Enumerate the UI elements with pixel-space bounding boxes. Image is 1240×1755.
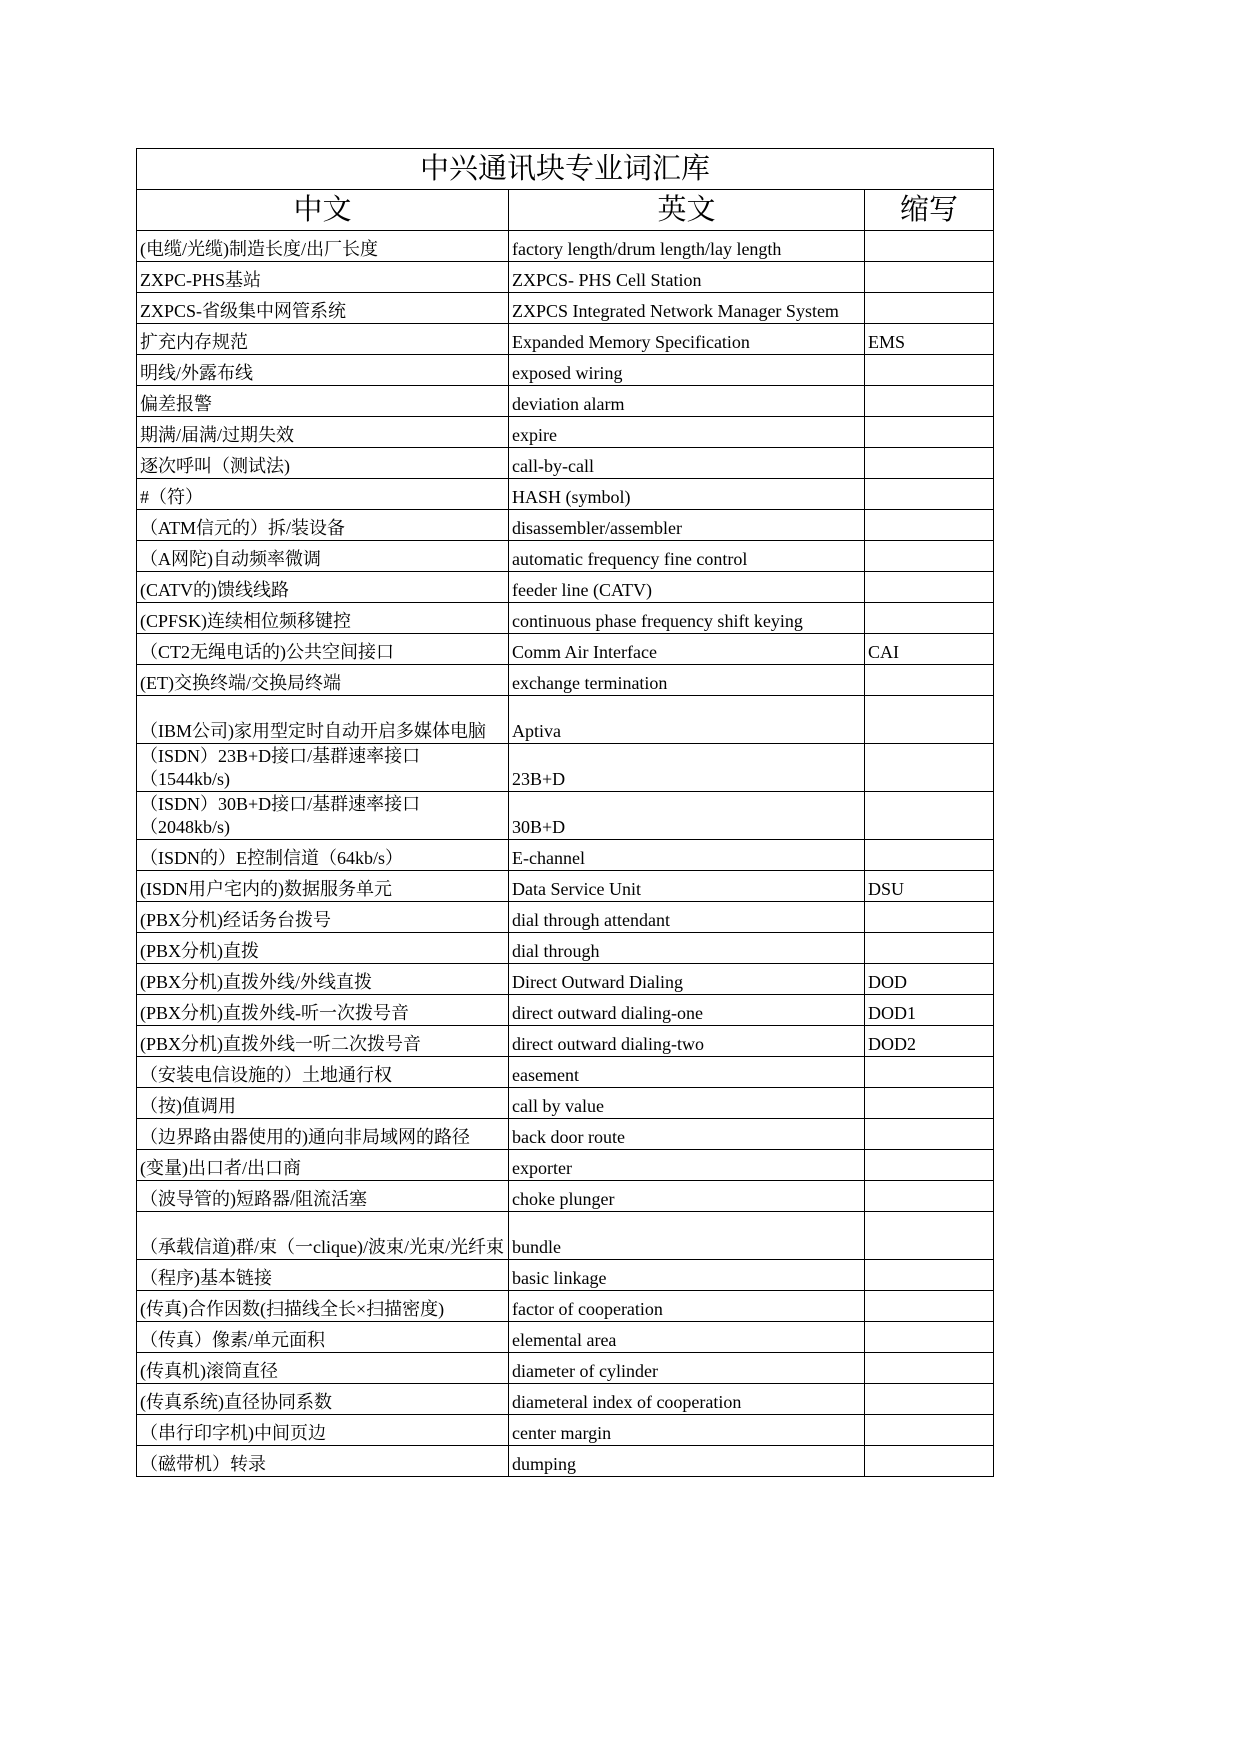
cell-english: basic linkage <box>509 1260 865 1291</box>
header-abbreviation: 缩写 <box>865 190 994 231</box>
cell-english: dumping <box>509 1446 865 1477</box>
cell-english: 23B+D <box>509 744 865 792</box>
cell-english: exporter <box>509 1150 865 1181</box>
cell-english: factor of cooperation <box>509 1291 865 1322</box>
cell-english: Comm Air Interface <box>509 634 865 665</box>
table-row <box>137 1212 994 1260</box>
cell-abbreviation <box>865 1260 994 1291</box>
cell-english: automatic frequency fine control <box>509 541 865 572</box>
cell-abbreviation <box>865 696 994 744</box>
table-row <box>137 262 994 293</box>
cell-chinese: (传真机)滚筒直径 <box>137 1353 509 1384</box>
table-row <box>137 995 994 1026</box>
header-chinese: 中文 <box>137 190 509 231</box>
table-row <box>137 603 994 634</box>
table-row <box>137 417 994 448</box>
cell-chinese: （ATM信元的）拆/装设备 <box>137 510 509 541</box>
header-english: 英文 <box>509 190 865 231</box>
table-row <box>137 324 994 355</box>
table-row <box>137 871 994 902</box>
cell-english: exposed wiring <box>509 355 865 386</box>
table-row <box>137 933 994 964</box>
cell-chinese: 偏差报警 <box>137 386 509 417</box>
cell-abbreviation <box>865 792 994 840</box>
table-row <box>137 1088 994 1119</box>
cell-english: Direct Outward Dialing <box>509 964 865 995</box>
table-row <box>137 572 994 603</box>
table-row <box>137 1026 994 1057</box>
cell-abbreviation: DOD1 <box>865 995 994 1026</box>
cell-abbreviation <box>865 1291 994 1322</box>
cell-abbreviation <box>865 1415 994 1446</box>
cell-chinese: (传真)合作因数(扫描线全长×扫描密度) <box>137 1291 509 1322</box>
table-row <box>137 1384 994 1415</box>
cell-english: direct outward dialing-two <box>509 1026 865 1057</box>
cell-abbreviation <box>865 1181 994 1212</box>
cell-abbreviation <box>865 665 994 696</box>
table-row <box>137 1353 994 1384</box>
cell-abbreviation <box>865 231 994 262</box>
cell-abbreviation <box>865 840 994 871</box>
cell-chinese: （A网陀)自动频率微调 <box>137 541 509 572</box>
cell-abbreviation <box>865 293 994 324</box>
cell-chinese: （程序)基本链接 <box>137 1260 509 1291</box>
cell-english: diameteral index of cooperation <box>509 1384 865 1415</box>
cell-chinese: （IBM公司)家用型定时自动开启多媒体电脑 <box>137 696 509 744</box>
cell-chinese: (PBX分机)经话务台拨号 <box>137 902 509 933</box>
table-row <box>137 840 994 871</box>
cell-english: continuous phase frequency shift keying <box>509 603 865 634</box>
cell-english: direct outward dialing-one <box>509 995 865 1026</box>
cell-chinese: (CATV的)馈线线路 <box>137 572 509 603</box>
cell-abbreviation: DSU <box>865 871 994 902</box>
cell-chinese: (电缆/光缆)制造长度/出厂长度 <box>137 231 509 262</box>
cell-abbreviation: EMS <box>865 324 994 355</box>
cell-english: exchange termination <box>509 665 865 696</box>
cell-chinese: (传真系统)直径协同系数 <box>137 1384 509 1415</box>
table-row <box>137 355 994 386</box>
cell-chinese: 期满/届满/过期失效 <box>137 417 509 448</box>
cell-chinese: （安装电信设施的）土地通行权 <box>137 1057 509 1088</box>
cell-chinese: （磁带机）转录 <box>137 1446 509 1477</box>
cell-abbreviation <box>865 479 994 510</box>
table-row <box>137 1150 994 1181</box>
table-row <box>137 792 994 840</box>
table-row <box>137 902 994 933</box>
cell-abbreviation <box>865 448 994 479</box>
table-row <box>137 1260 994 1291</box>
cell-abbreviation <box>865 933 994 964</box>
cell-chinese: (PBX分机)直拨外线一听二次拨号音 <box>137 1026 509 1057</box>
cell-english: disassembler/assembler <box>509 510 865 541</box>
cell-english: call by value <box>509 1088 865 1119</box>
table-row <box>137 386 994 417</box>
cell-english: Aptiva <box>509 696 865 744</box>
table-row <box>137 448 994 479</box>
cell-english: call-by-call <box>509 448 865 479</box>
cell-chinese: ZXPCS-省级集中网管系统 <box>137 293 509 324</box>
cell-abbreviation: DOD <box>865 964 994 995</box>
table-row <box>137 1181 994 1212</box>
cell-english: ZXPCS- PHS Cell Station <box>509 262 865 293</box>
cell-chinese: 扩充内存规范 <box>137 324 509 355</box>
cell-chinese: （按)值调用 <box>137 1088 509 1119</box>
cell-abbreviation <box>865 1150 994 1181</box>
cell-english: dial through attendant <box>509 902 865 933</box>
cell-abbreviation <box>865 1446 994 1477</box>
cell-abbreviation: CAI <box>865 634 994 665</box>
table-row <box>137 1415 994 1446</box>
cell-abbreviation <box>865 541 994 572</box>
cell-chinese: （承载信道)群/束（一clique)/波束/光束/光纤束 <box>137 1212 509 1260</box>
cell-abbreviation <box>865 1212 994 1260</box>
cell-english: dial through <box>509 933 865 964</box>
cell-chinese: (PBX分机)直拨外线/外线直拨 <box>137 964 509 995</box>
cell-english: expire <box>509 417 865 448</box>
cell-english: Expanded Memory Specification <box>509 324 865 355</box>
glossary-table <box>136 148 994 1477</box>
cell-abbreviation <box>865 1384 994 1415</box>
cell-abbreviation <box>865 902 994 933</box>
table-row <box>137 634 994 665</box>
cell-english: feeder line (CATV) <box>509 572 865 603</box>
cell-abbreviation <box>865 1057 994 1088</box>
table-row <box>137 696 994 744</box>
cell-chinese: （ISDN）23B+D接口/基群速率接口（1544kb/s) <box>137 744 509 792</box>
cell-abbreviation <box>865 417 994 448</box>
cell-chinese: （传真）像素/单元面积 <box>137 1322 509 1353</box>
cell-chinese: (ET)交换终端/交换局终端 <box>137 665 509 696</box>
cell-chinese: 明线/外露布线 <box>137 355 509 386</box>
cell-chinese: (PBX分机)直拨外线-听一次拨号音 <box>137 995 509 1026</box>
cell-abbreviation <box>865 1088 994 1119</box>
cell-english: back door route <box>509 1119 865 1150</box>
cell-abbreviation <box>865 744 994 792</box>
cell-abbreviation <box>865 510 994 541</box>
cell-chinese: (PBX分机)直拨 <box>137 933 509 964</box>
table-row <box>137 1119 994 1150</box>
cell-english: Data Service Unit <box>509 871 865 902</box>
cell-abbreviation <box>865 386 994 417</box>
cell-english: elemental area <box>509 1322 865 1353</box>
cell-chinese: （边界路由器使用的)通向非局域网的路径 <box>137 1119 509 1150</box>
cell-english: choke plunger <box>509 1181 865 1212</box>
cell-english: bundle <box>509 1212 865 1260</box>
table-row <box>137 293 994 324</box>
header-row <box>137 190 994 231</box>
cell-chinese: （波导管的)短路器/阻流活塞 <box>137 1181 509 1212</box>
cell-english: 30B+D <box>509 792 865 840</box>
table-row <box>137 1446 994 1477</box>
cell-english: center margin <box>509 1415 865 1446</box>
cell-english: ZXPCS Integrated Network Manager System <box>509 293 865 324</box>
cell-chinese: ZXPC-PHS基站 <box>137 262 509 293</box>
table-row <box>137 1057 994 1088</box>
cell-english: HASH (symbol) <box>509 479 865 510</box>
table-row <box>137 541 994 572</box>
table-row <box>137 964 994 995</box>
cell-chinese: (CPFSK)连续相位频移键控 <box>137 603 509 634</box>
cell-abbreviation <box>865 1353 994 1384</box>
cell-english: factory length/drum length/lay length <box>509 231 865 262</box>
cell-abbreviation <box>865 1119 994 1150</box>
table-row <box>137 510 994 541</box>
table-row <box>137 665 994 696</box>
table-row <box>137 744 994 792</box>
cell-chinese: 逐次呼叫（测试法) <box>137 448 509 479</box>
cell-english: E-channel <box>509 840 865 871</box>
cell-abbreviation <box>865 355 994 386</box>
table-row <box>137 1291 994 1322</box>
table-row <box>137 231 994 262</box>
cell-chinese: (变量)出口者/出口商 <box>137 1150 509 1181</box>
cell-chinese: （串行印字机)中间页边 <box>137 1415 509 1446</box>
table-row <box>137 479 994 510</box>
cell-chinese: #（符） <box>137 479 509 510</box>
title-row <box>137 149 994 190</box>
table-row <box>137 1322 994 1353</box>
cell-abbreviation <box>865 572 994 603</box>
cell-chinese: （ISDN的）E控制信道（64kb/s） <box>137 840 509 871</box>
cell-abbreviation <box>865 1322 994 1353</box>
cell-chinese: （ISDN）30B+D接口/基群速率接口（2048kb/s) <box>137 792 509 840</box>
cell-abbreviation: DOD2 <box>865 1026 994 1057</box>
cell-chinese: （CT2无绳电话的)公共空间接口 <box>137 634 509 665</box>
cell-abbreviation <box>865 603 994 634</box>
cell-english: diameter of cylinder <box>509 1353 865 1384</box>
table-title: 中兴通讯块专业词汇库 <box>137 149 994 190</box>
cell-abbreviation <box>865 262 994 293</box>
cell-chinese: (ISDN用户宅内的)数据服务单元 <box>137 871 509 902</box>
cell-english: deviation alarm <box>509 386 865 417</box>
cell-english: easement <box>509 1057 865 1088</box>
